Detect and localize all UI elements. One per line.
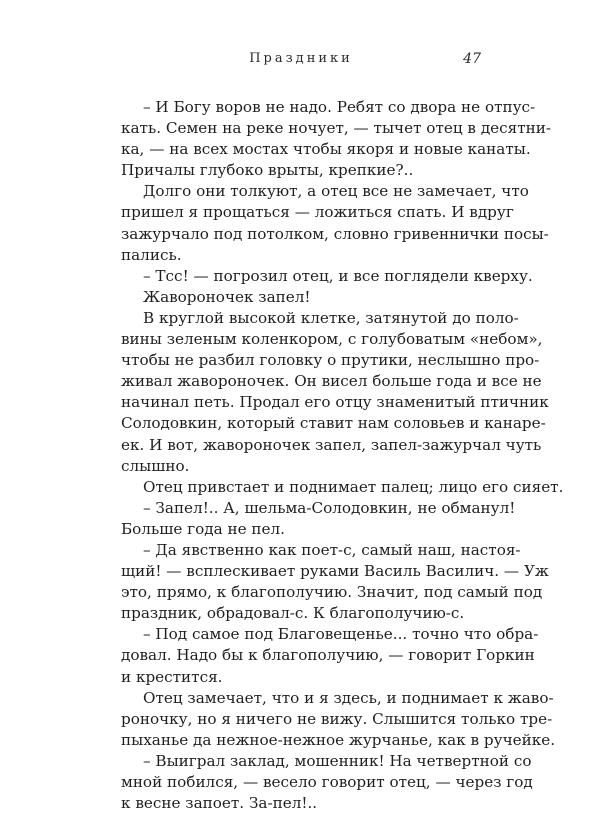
text-line: В круглой высокой клетке, затянутой до поло- bbox=[143, 308, 519, 327]
text-line: пались. bbox=[121, 245, 182, 264]
text-line: начинал петь. Продал его отцу знаменитый птичник bbox=[121, 393, 549, 412]
text-line: щий! — всплескивает руками Василь Василич. — Уж bbox=[121, 562, 549, 581]
text-line: довал. Надо бы к благополучию, — говорит Горкин bbox=[121, 646, 535, 665]
text-line: чтобы не разбил головку о прутики, неслышно про- bbox=[121, 351, 540, 370]
text-line: это, прямо, к благополучию. Значит, под самый под bbox=[121, 583, 543, 602]
text-line: и крестится. bbox=[121, 667, 223, 686]
text-line: зажурчало под потолком, словно гривеннички посы- bbox=[121, 224, 549, 243]
text-line: пыханье да нежное-нежное журчанье, как в ручейке. bbox=[121, 730, 556, 749]
text-line: слышно. bbox=[121, 456, 190, 475]
text-line: – Запел!.. А, шельма-Солодовкин, не обманул! bbox=[143, 498, 516, 517]
text-line: вины зеленым коленкором, с голубоватым «небом», bbox=[121, 330, 543, 349]
text-line: ка, — на всех мостах чтобы якоря и новые канаты. bbox=[121, 140, 531, 159]
text-line: Причалы глубоко врыты, крепкие?.. bbox=[121, 161, 414, 180]
text-line: пришел я прощаться — ложиться спать. И вдруг bbox=[121, 203, 514, 222]
chapter-title: Праздники bbox=[249, 51, 353, 66]
text-line: кать. Семен на реке ночует, — тычет отец в десятни- bbox=[121, 119, 552, 138]
text-line: Больше года не пел. bbox=[121, 519, 286, 538]
text-line: Долго они толкуют, а отец все не замечает, что bbox=[143, 182, 529, 201]
text-line: Отец привстает и поднимает палец; лицо его сияет. bbox=[143, 477, 564, 496]
text-line: – Под самое под Благовещенье... точно что обра- bbox=[143, 625, 539, 644]
text-line: мной побился, — весело говорит отец, — через год bbox=[121, 773, 533, 791]
text-line: ек. И вот, жавороночек запел, запел-зажурчал чуть bbox=[121, 435, 542, 454]
running-head bbox=[121, 51, 481, 71]
text-line: Отец замечает, что и я здесь, и поднимает к жаво- bbox=[143, 688, 554, 707]
text-line: – Тсс! — погрозил отец, и все поглядели кверху. bbox=[143, 266, 533, 285]
text-line: – И Богу воров не надо. Ребят со двора не отпус- bbox=[143, 98, 536, 116]
text-line: Жавороночек запел! bbox=[143, 287, 311, 306]
body-text bbox=[121, 97, 564, 814]
text-line: Солодовкин, который ставит нам соловьев и канаре- bbox=[121, 414, 546, 433]
text-line: к весне запоет. За-пел!.. bbox=[121, 794, 318, 813]
text-line: – Да явственно как поет-с, самый наш, настоя- bbox=[143, 540, 521, 559]
text-line: роночку, но я ничего не вижу. Слышится только тре- bbox=[121, 709, 553, 728]
page-number: 47 bbox=[463, 51, 481, 67]
text-line: праздник, обрадовал-с. К благополучию-с. bbox=[121, 604, 465, 623]
text-line: – Выиграл заклад, мошенник! На четвертной со bbox=[143, 751, 532, 770]
text-line: живал жавороночек. Он висел больше года и все не bbox=[121, 372, 542, 391]
